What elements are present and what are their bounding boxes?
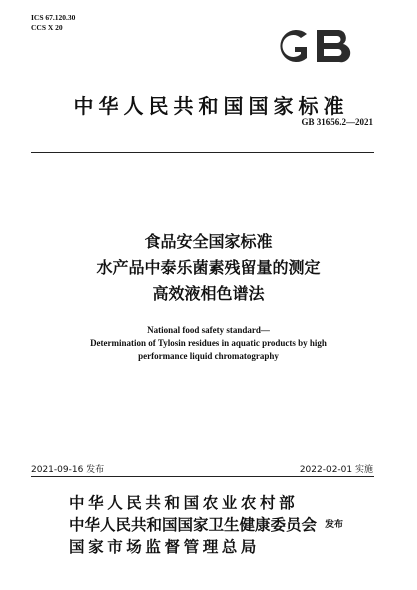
issue-mark: 发布 (325, 520, 344, 530)
gb-logo-g-shape (280, 30, 307, 62)
english-title-line-2: Determination of Tylosin residues in aquatic products by high (90, 338, 327, 348)
chinese-title-line-2: 水产品中泰乐菌素残留量的测定 (96, 258, 321, 277)
classification-codes (31, 13, 75, 33)
english-title-line-1: National food safety standard— (147, 325, 270, 335)
issuer-health-commission: 中华人民共和国国家卫生健康委员会 (69, 515, 318, 534)
chinese-title-line-1: 食品安全国家标准 (144, 232, 273, 251)
standard-code: GB 31656.2—2021 (301, 117, 373, 127)
issue-date: 2021-09-16 发布 (31, 465, 105, 475)
chinese-title-line-3: 高效液相色谱法 (152, 284, 265, 303)
issuer-line-3 (69, 536, 343, 558)
issuer-market-regulation: 国家市场监督管理总局 (69, 537, 261, 556)
top-divider (31, 152, 374, 153)
standard-name: 中华人民共和国国家标准 (73, 94, 349, 118)
issuer-line-1 (69, 492, 343, 514)
implementation-date: 2022-02-01 实施 (299, 465, 373, 475)
issuing-authorities (69, 492, 343, 558)
ccs-code: CCS X 20 (31, 23, 63, 32)
gb-logo-b-shape (317, 30, 350, 62)
english-title-line-3: performance liquid chromatography (138, 351, 279, 361)
issuer-ministry-agriculture: 中华人民共和国农业农村部 (69, 493, 299, 512)
chinese-title (0, 229, 417, 307)
english-title (0, 324, 417, 363)
ics-code: ICS 67.120.30 (31, 13, 76, 22)
bottom-divider (31, 476, 374, 477)
issuer-line-2 (69, 514, 343, 536)
gb-logo (267, 26, 359, 66)
